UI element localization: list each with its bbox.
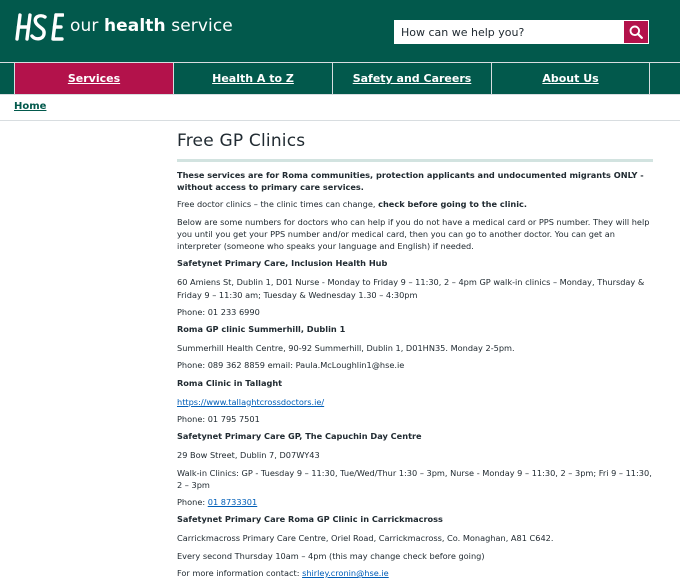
- search-form: [394, 20, 649, 44]
- breadcrumb-home-link[interactable]: Home: [14, 101, 47, 112]
- free-clinics-bold: check before going to the clinic.: [378, 199, 527, 210]
- clinic-email-link[interactable]: shirley.cronin@hse.ie: [302, 567, 389, 578]
- clinic-address: Summerhill Health Centre, 90-92 Summerhill, Dublin 1, D01HN35. Monday 2-5pm.: [177, 343, 515, 354]
- nav-item-services[interactable]: Services: [14, 63, 173, 94]
- below-info: Below are some numbers for doctors who can help if you do not have a medical card or PPS number. They will help you until you get your PPS number and/or medical card, then you can go to another doctor. You can get an interpreter (someone who speaks your language and English) if needed.: [177, 216, 650, 252]
- brand-bold: health: [103, 16, 166, 36]
- main-nav: [0, 62, 680, 95]
- clinic-name: Safetynet Primary Care Roma GP Clinic in Carrickmacross: [177, 514, 443, 525]
- clinic-name: Roma GP clinic Summerhill, Dublin 1: [177, 324, 346, 335]
- nav-item-safety-and-careers[interactable]: Safety and Careers: [332, 63, 491, 94]
- brand-suffix: service: [165, 16, 233, 36]
- clinic-phone: Phone: 01 795 7501: [177, 414, 260, 425]
- brand-prefix: our: [70, 16, 104, 36]
- nav-item-health-a-to-z[interactable]: Health A to Z: [173, 63, 332, 94]
- clinic-address: 29 Bow Street, Dublin 7, D07WY43: [177, 450, 320, 461]
- clinic-name: Safetynet Primary Care, Inclusion Health Hub: [177, 258, 388, 269]
- clinic-phone: [177, 496, 653, 508]
- free-clinics-text: Free doctor clinics – the clinic times can change,: [177, 199, 379, 210]
- hse-logo-icon: [14, 13, 64, 41]
- clinic-hours: Walk-in Clinics: GP - Tuesday 9 – 11:30, Tue/Wed/Thur 1:30 – 3pm, Nurse - Monday 9 – 11:30, 2 – 3pm; Fri 9 – 11:30, 2 – 3pm: [177, 467, 652, 490]
- search-input[interactable]: [394, 20, 624, 44]
- page-title: Free GP Clinics: [177, 131, 653, 162]
- brand-name: [70, 16, 233, 36]
- clinic-address: 60 Amiens St, Dublin 1, D01 Nurse - Monday to Friday 9 – 11:30, 2 – 4pm GP walk-in clinics – Monday, Thursday & Friday 9 – 11:30 am; Tuesday & Wednesday 1.30 – 4:30pm: [177, 277, 645, 300]
- clinic-name: Safetynet Primary Care GP, The Capuchin Day Centre: [177, 431, 422, 442]
- hse-logo[interactable]: [14, 13, 64, 41]
- clinic-contact: [177, 567, 653, 579]
- clinic-contact-label: For more information contact:: [177, 567, 303, 578]
- clinic-link-row: [177, 396, 653, 408]
- clinic-phone-link[interactable]: 01 8733301: [207, 497, 258, 508]
- search-button[interactable]: [624, 20, 649, 44]
- clinic-website-link[interactable]: https://www.tallaghtcrossdoctors.ie/: [177, 396, 325, 407]
- intro-notice: These services are for Roma communities, protection applicants and undocumented migrants ONLY - without access to primary care services.: [177, 170, 644, 193]
- free-clinics-note: [177, 198, 653, 210]
- clinic-phone: Phone: 01 233 6990: [177, 306, 260, 317]
- nav-item-about-us[interactable]: About Us: [491, 63, 650, 94]
- clinic-address: Carrickmacross Primary Care Centre, Oriel Road, Carrickmacross, Co. Monaghan, A81 C642.: [177, 533, 554, 544]
- clinic-schedule: Every second Thursday 10am – 4pm (this may change check before going): [177, 550, 485, 561]
- site-header: [0, 0, 680, 62]
- breadcrumb: [0, 95, 680, 121]
- clinic-name: Roma Clinic in Tallaght: [177, 377, 283, 388]
- main-content: [177, 131, 653, 584]
- clinic-phone-label: Phone:: [177, 497, 208, 508]
- search-icon: [629, 25, 643, 39]
- clinic-phone: Phone: 089 362 8859 email: Paula.McLoughlin1@hse.ie: [177, 360, 405, 371]
